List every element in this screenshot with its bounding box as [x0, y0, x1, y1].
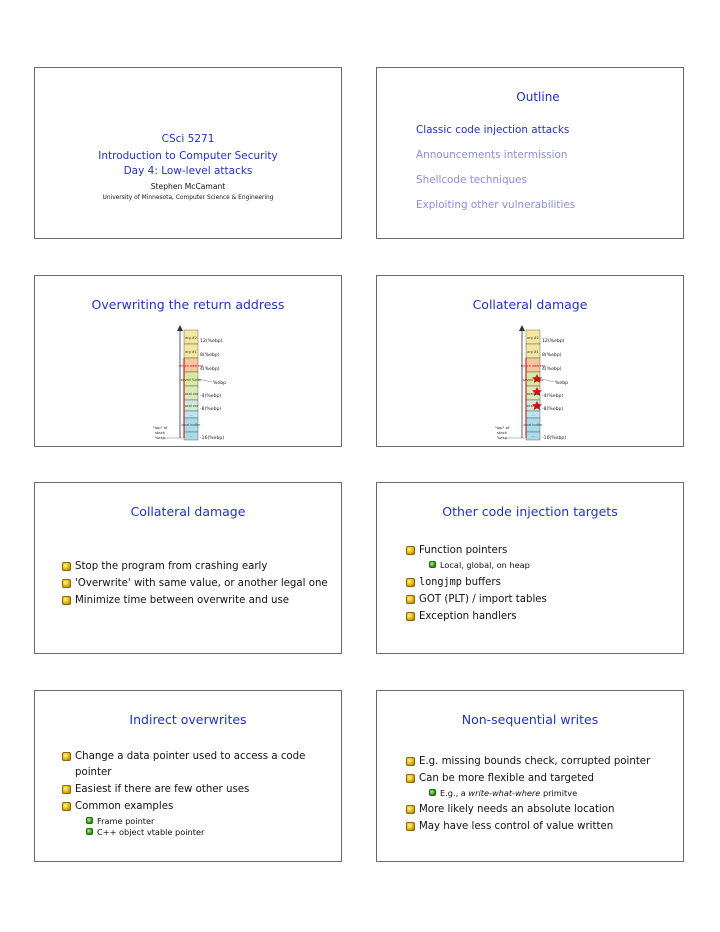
bullet-icon: [406, 757, 415, 766]
cell-local-buffer: local buffer: [181, 423, 201, 427]
offset-m8ebp: -8(%ebp): [542, 407, 564, 412]
bullet-text: 'Overwrite' with same value, or another legal one: [75, 578, 328, 589]
bullet-text-line2: pointer: [75, 767, 112, 778]
sub-bullet-icon: [86, 828, 93, 835]
slide7-title: Indirect overwrites: [129, 712, 247, 727]
cell-return-address: return address: [178, 364, 204, 368]
offset-m8ebp: -8(%ebp): [200, 407, 222, 412]
course-subtitle: Introduction to Computer Security: [98, 150, 278, 162]
cell-arg1: arg #1: [185, 350, 197, 354]
bullet-icon: [406, 546, 415, 555]
stack-top-label-3: %esp: [154, 435, 166, 440]
course-code: CSci 5271: [161, 133, 215, 145]
outline-item-2: Announcements intermission: [416, 149, 568, 161]
stack-top-label-3: %esp: [496, 435, 508, 440]
slide4-title: Collateral damage: [472, 297, 588, 312]
sub-text-italic: write-what-where: [468, 788, 541, 798]
cell-local-var-2: local var: [525, 404, 541, 408]
bullet-icon: [62, 579, 71, 588]
bullet-text: Can be more flexible and targeted: [419, 773, 594, 784]
offset-m4ebp: -4(%ebp): [200, 394, 222, 399]
author: Stephen McCamant: [150, 182, 226, 191]
bullet-text: Stop the program from crashing early: [75, 561, 268, 572]
bullet-icon: [62, 785, 71, 794]
sub-bullet-icon: [86, 817, 93, 824]
cell-local-var-2: local var: [183, 404, 199, 408]
bullet-icon: [406, 612, 415, 621]
bullet-icon: [62, 802, 71, 811]
cell-arg2: arg #2: [527, 336, 539, 340]
sub-bullet-text: C++ object vtable pointer: [97, 827, 205, 837]
bullet-text: Exception handlers: [419, 611, 517, 622]
cell-dots-2: ...: [189, 434, 193, 438]
outline-title: Outline: [516, 90, 560, 104]
sub-bullet-text: Local, global, on heap: [440, 560, 530, 570]
offset-ebp: %ebp: [555, 381, 569, 386]
cell-arg2: arg #2: [185, 336, 197, 340]
bullet-icon: [406, 805, 415, 814]
sub-bullet-text: Frame pointer: [97, 816, 155, 826]
sub-bullet-write-what-where: [440, 788, 577, 798]
slide-title: [34, 67, 342, 239]
slide-outline: [376, 67, 684, 239]
offset-4ebp: 4(%ebp): [542, 367, 562, 372]
slide8-title: Non-sequential writes: [461, 712, 599, 727]
bullet-minimize-time: [75, 594, 289, 607]
bullet-function-pointers: [419, 544, 507, 557]
offset-m16ebp: -16(%ebp): [542, 436, 567, 441]
bullet-absolute-location: [419, 803, 614, 816]
stack-top-label-1: "top" of: [152, 425, 168, 430]
bullet-icon: [406, 822, 415, 831]
sub-bullet-vtable-pointer: [97, 827, 204, 837]
bullet-easiest: [75, 783, 249, 796]
bullet-more-flexible: [419, 772, 594, 785]
bullet-stop-crashing: [75, 560, 267, 573]
bullet-longjmp: [419, 576, 501, 589]
outline-item-1: Classic code injection attacks: [416, 124, 570, 136]
outline-item-3: Shellcode techniques: [416, 174, 527, 186]
cell-arg1: arg #1: [527, 350, 539, 354]
bullet-icon: [62, 596, 71, 605]
bullet-change-data-pointer: [75, 750, 305, 763]
bullet-text: buffers: [461, 577, 501, 588]
stack-top-label-1: "top" of: [494, 425, 510, 430]
bullet-icon: [406, 595, 415, 604]
cell-dots-2: ...: [531, 434, 535, 438]
bullet-text: Minimize time between overwrite and use: [75, 595, 290, 606]
longjmp-code: longjmp: [419, 577, 462, 588]
bullet-text: E.g. missing bounds check, corrupted pointer: [419, 756, 651, 767]
bullet-icon: [62, 752, 71, 761]
bullet-exception-handlers: [419, 610, 517, 623]
cell-local-var-1: local var: [183, 392, 199, 396]
bullet-text: Easiest if there are few other uses: [75, 784, 250, 795]
bullet-text: Common examples: [75, 801, 174, 812]
slide-indirect-overwrites: [34, 690, 342, 862]
cell-dots-1: ...: [189, 413, 193, 417]
sub-bullet-local-global-heap: [440, 560, 530, 570]
cell-dots-1: ...: [531, 413, 535, 417]
cell-saved-ebp: saved %ebp: [522, 378, 544, 382]
cell-local-var-1: local var: [525, 392, 541, 396]
sub-bullet-frame-pointer: [97, 816, 154, 826]
stack-top-label-2: stack: [496, 430, 508, 435]
outline-item-4: Exploiting other vulnerabilities: [416, 199, 576, 211]
offset-8ebp: 8(%ebp): [542, 353, 562, 358]
offset-ebp: %ebp: [213, 381, 227, 386]
bullet-missing-bounds: [419, 755, 650, 768]
stack-diagram: [35, 276, 343, 448]
bullet-text: May have less control of value written: [419, 821, 614, 832]
bullet-text: Function pointers: [419, 545, 508, 556]
slide-overwriting-return: [34, 275, 342, 447]
lecture-day: Day 4: Low-level attacks: [123, 165, 253, 177]
cell-saved-ebp: saved %ebp: [180, 378, 202, 382]
bullet-overwrite-same: [75, 577, 328, 590]
slide-collateral-damage-bullets: [34, 482, 342, 654]
offset-8ebp: 8(%ebp): [200, 353, 220, 358]
offset-m4ebp: -4(%ebp): [542, 394, 564, 399]
bullet-common-examples: [75, 800, 173, 813]
bullet-text: GOT (PLT) / import tables: [419, 594, 547, 605]
bullet-icon: [62, 562, 71, 571]
cell-local-buffer: local buffer: [523, 423, 543, 427]
bullet-icon: [406, 774, 415, 783]
slide-collateral-damage-diagram: [376, 275, 684, 447]
sub-bullet-icon: [429, 789, 436, 796]
slide-non-sequential-writes: [376, 690, 684, 862]
sub-text-suffix: primitve: [540, 788, 578, 798]
cell-return-address: return address: [520, 364, 546, 368]
bullet-change-data-pointer-cont: [75, 766, 111, 779]
bullet-icon: [406, 578, 415, 587]
offset-m16ebp: -16(%ebp): [200, 436, 225, 441]
sub-text-prefix: E.g., a: [440, 788, 469, 798]
stack-diagram-collateral: [377, 276, 685, 448]
bullet-got-plt: [419, 593, 547, 606]
bullet-less-control: [419, 820, 613, 833]
stack-top-label-2: stack: [154, 430, 166, 435]
offset-4ebp: 4(%ebp): [200, 367, 220, 372]
bullet-text: More likely needs an absolute location: [419, 804, 615, 815]
slide5-title: Collateral damage: [130, 504, 246, 519]
sub-bullet-icon: [429, 561, 436, 568]
offset-12ebp: 12(%ebp): [200, 339, 223, 344]
affiliation: University of Minnesota, Computer Science & Engineering: [102, 195, 274, 201]
slide-other-targets: [376, 482, 684, 654]
bullet-text-line1: Change a data pointer used to access a code: [75, 751, 306, 762]
slide3-title: Overwriting the return address: [91, 297, 285, 312]
offset-12ebp: 12(%ebp): [542, 339, 565, 344]
slide6-title: Other code injection targets: [442, 504, 618, 519]
